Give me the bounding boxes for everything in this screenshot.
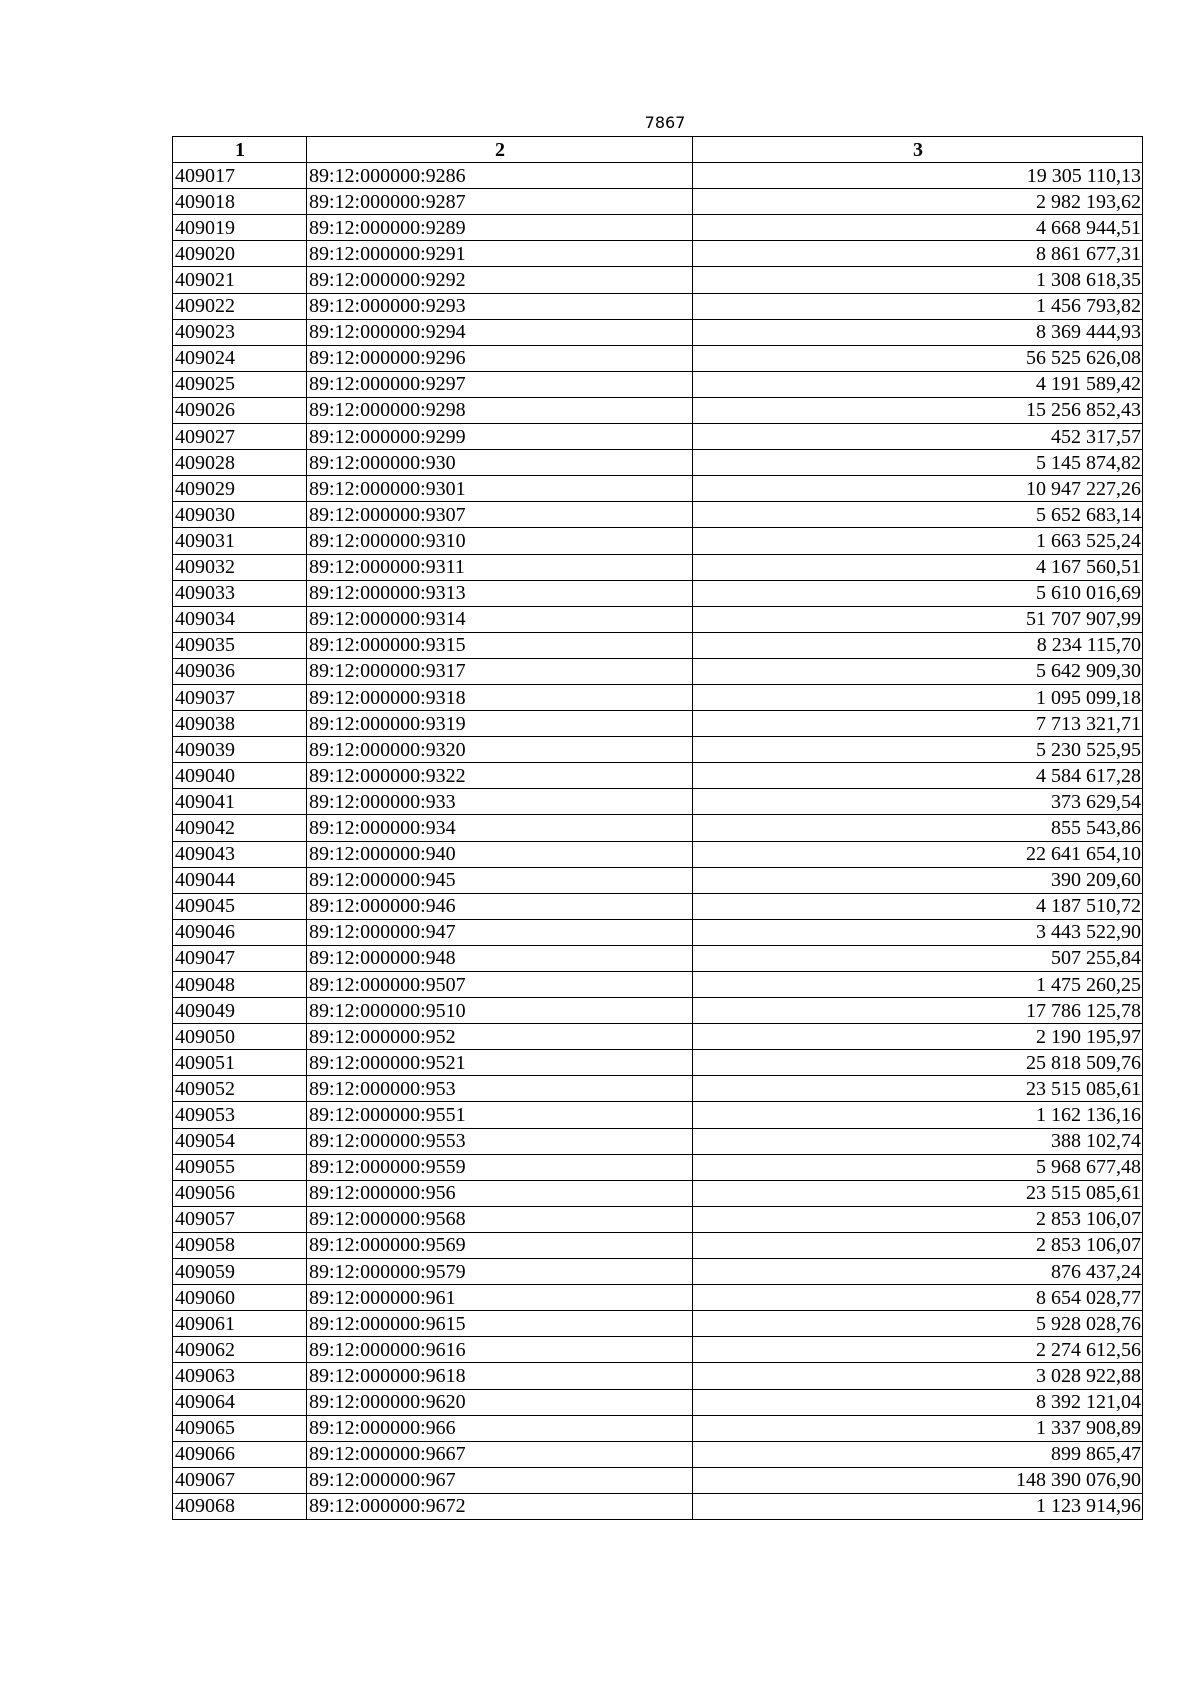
row-number-cell: 409068 [173,1493,307,1519]
cadastral-number-cell: 89:12:000000:940 [307,841,693,867]
value-cell: 5 145 874,82 [693,450,1143,476]
row-number-cell: 409044 [173,867,307,893]
value-cell: 51 707 907,99 [693,606,1143,632]
value-cell: 10 947 227,26 [693,476,1143,502]
value-cell: 23 515 085,61 [693,1180,1143,1206]
cadastral-number-cell: 89:12:000000:9314 [307,606,693,632]
cadastral-number-cell: 89:12:000000:9620 [307,1389,693,1415]
table-row [173,711,1143,737]
table-row [173,1128,1143,1154]
row-number-cell: 409048 [173,972,307,998]
cadastral-number-cell: 89:12:000000:9559 [307,1154,693,1180]
row-number-cell: 409032 [173,554,307,580]
table-row [173,241,1143,267]
cadastral-number-cell: 89:12:000000:948 [307,945,693,971]
table-row [173,1467,1143,1493]
value-cell: 4 167 560,51 [693,554,1143,580]
value-cell: 5 230 525,95 [693,737,1143,763]
value-cell: 8 861 677,31 [693,241,1143,267]
cadastral-number-cell: 89:12:000000:9569 [307,1232,693,1258]
table-row [173,972,1143,998]
table-row [173,319,1143,345]
table-row [173,763,1143,789]
value-cell: 5 652 683,14 [693,502,1143,528]
value-cell: 899 865,47 [693,1441,1143,1467]
cadastral-number-cell: 89:12:000000:9286 [307,163,693,189]
row-number-cell: 409067 [173,1467,307,1493]
value-cell: 25 818 509,76 [693,1050,1143,1076]
value-cell: 4 668 944,51 [693,215,1143,241]
table-row [173,424,1143,450]
cadastral-number-cell: 89:12:000000:9311 [307,554,693,580]
value-cell: 56 525 626,08 [693,345,1143,371]
value-cell: 4 191 589,42 [693,371,1143,397]
value-cell: 17 786 125,78 [693,998,1143,1024]
value-cell: 8 369 444,93 [693,319,1143,345]
row-number-cell: 409037 [173,684,307,710]
table-header [173,137,1143,163]
table-row [173,1441,1143,1467]
cadastral-number-cell: 89:12:000000:9318 [307,684,693,710]
value-cell: 2 853 106,07 [693,1232,1143,1258]
table-row [173,1389,1143,1415]
row-number-cell: 409058 [173,1232,307,1258]
row-number-cell: 409057 [173,1206,307,1232]
value-cell: 5 928 028,76 [693,1311,1143,1337]
cadastral-number-cell: 89:12:000000:967 [307,1467,693,1493]
value-cell: 1 162 136,16 [693,1102,1143,1128]
value-cell: 19 305 110,13 [693,163,1143,189]
table-row [173,658,1143,684]
row-number-cell: 409030 [173,502,307,528]
row-number-cell: 409066 [173,1441,307,1467]
value-cell: 390 209,60 [693,867,1143,893]
table-row [173,1285,1143,1311]
table-row [173,476,1143,502]
table-row [173,998,1143,1024]
value-cell: 1 663 525,24 [693,528,1143,554]
cadastral-number-cell: 89:12:000000:9297 [307,371,693,397]
row-number-cell: 409036 [173,658,307,684]
cadastral-number-cell: 89:12:000000:9291 [307,241,693,267]
cadastral-number-cell: 89:12:000000:9551 [307,1102,693,1128]
table-row [173,1024,1143,1050]
table-row [173,789,1143,815]
table-row [173,528,1143,554]
cadastral-number-cell: 89:12:000000:9294 [307,319,693,345]
row-number-cell: 409060 [173,1285,307,1311]
row-number-cell: 409062 [173,1337,307,1363]
cadastral-number-cell: 89:12:000000:9615 [307,1311,693,1337]
table-row [173,815,1143,841]
value-cell: 4 187 510,72 [693,893,1143,919]
cadastral-number-cell: 89:12:000000:9313 [307,580,693,606]
value-cell: 1 123 914,96 [693,1493,1143,1519]
value-cell: 1 337 908,89 [693,1415,1143,1441]
row-number-cell: 409065 [173,1415,307,1441]
value-cell: 15 256 852,43 [693,397,1143,423]
row-number-cell: 409022 [173,293,307,319]
table-row [173,580,1143,606]
cadastral-number-cell: 89:12:000000:9553 [307,1128,693,1154]
table-row [173,1363,1143,1389]
row-number-cell: 409064 [173,1389,307,1415]
table-body [173,163,1143,1520]
row-number-cell: 409033 [173,580,307,606]
row-number-cell: 409051 [173,1050,307,1076]
row-number-cell: 409024 [173,345,307,371]
table-row [173,1154,1143,1180]
row-number-cell: 409063 [173,1363,307,1389]
value-cell: 388 102,74 [693,1128,1143,1154]
table-row [173,945,1143,971]
value-cell: 1 095 099,18 [693,684,1143,710]
table-row [173,737,1143,763]
cadastral-number-cell: 89:12:000000:9292 [307,267,693,293]
row-number-cell: 409029 [173,476,307,502]
value-cell: 452 317,57 [693,424,1143,450]
header-row [173,137,1143,163]
table-row [173,293,1143,319]
row-number-cell: 409053 [173,1102,307,1128]
table-row [173,450,1143,476]
cadastral-number-cell: 89:12:000000:9616 [307,1337,693,1363]
table-row [173,919,1143,945]
row-number-cell: 409050 [173,1024,307,1050]
table-row [173,397,1143,423]
column-header-2: 2 [307,137,693,163]
cadastral-number-cell: 89:12:000000:9287 [307,189,693,215]
cadastral-number-cell: 89:12:000000:9307 [307,502,693,528]
column-header-3: 3 [693,137,1143,163]
row-number-cell: 409028 [173,450,307,476]
value-cell: 2 274 612,56 [693,1337,1143,1363]
table-row [173,371,1143,397]
row-number-cell: 409059 [173,1259,307,1285]
cadastral-number-cell: 89:12:000000:952 [307,1024,693,1050]
row-number-cell: 409034 [173,606,307,632]
value-cell: 373 629,54 [693,789,1143,815]
value-cell: 1 308 618,35 [693,267,1143,293]
cadastral-number-cell: 89:12:000000:9317 [307,658,693,684]
row-number-cell: 409045 [173,893,307,919]
data-table [172,136,1143,1520]
table-row [173,1206,1143,1232]
row-number-cell: 409018 [173,189,307,215]
table-row [173,1337,1143,1363]
cadastral-number-cell: 89:12:000000:9618 [307,1363,693,1389]
row-number-cell: 409038 [173,711,307,737]
cadastral-number-cell: 89:12:000000:9568 [307,1206,693,1232]
cadastral-number-cell: 89:12:000000:9579 [307,1259,693,1285]
cadastral-number-cell: 89:12:000000:9510 [307,998,693,1024]
table-row [173,1259,1143,1285]
cadastral-number-cell: 89:12:000000:9296 [307,345,693,371]
table-row [173,1311,1143,1337]
table-row [173,684,1143,710]
table-row [173,1232,1143,1258]
row-number-cell: 409056 [173,1180,307,1206]
value-cell: 2 853 106,07 [693,1206,1143,1232]
value-cell: 876 437,24 [693,1259,1143,1285]
row-number-cell: 409061 [173,1311,307,1337]
row-number-cell: 409052 [173,1076,307,1102]
cadastral-number-cell: 89:12:000000:9667 [307,1441,693,1467]
table-row [173,1415,1143,1441]
table-row [173,1493,1143,1519]
table-row [173,893,1143,919]
table-row [173,1076,1143,1102]
value-cell: 2 190 195,97 [693,1024,1143,1050]
row-number-cell: 409020 [173,241,307,267]
value-cell: 8 234 115,70 [693,632,1143,658]
cadastral-number-cell: 89:12:000000:9298 [307,397,693,423]
table-row [173,345,1143,371]
value-cell: 3 443 522,90 [693,919,1143,945]
cadastral-number-cell: 89:12:000000:966 [307,1415,693,1441]
table-row [173,267,1143,293]
cadastral-number-cell: 89:12:000000:9322 [307,763,693,789]
row-number-cell: 409046 [173,919,307,945]
cadastral-number-cell: 89:12:000000:947 [307,919,693,945]
value-cell: 5 610 016,69 [693,580,1143,606]
row-number-cell: 409025 [173,371,307,397]
row-number-cell: 409055 [173,1154,307,1180]
value-cell: 5 968 677,48 [693,1154,1143,1180]
table-row [173,1050,1143,1076]
table-row [173,163,1143,189]
row-number-cell: 409049 [173,998,307,1024]
value-cell: 23 515 085,61 [693,1076,1143,1102]
cadastral-number-cell: 89:12:000000:9319 [307,711,693,737]
value-cell: 855 543,86 [693,815,1143,841]
value-cell: 1 475 260,25 [693,972,1143,998]
cadastral-number-cell: 89:12:000000:9507 [307,972,693,998]
row-number-cell: 409039 [173,737,307,763]
table-row [173,502,1143,528]
cadastral-number-cell: 89:12:000000:945 [307,867,693,893]
value-cell: 22 641 654,10 [693,841,1143,867]
cadastral-number-cell: 89:12:000000:934 [307,815,693,841]
value-cell: 5 642 909,30 [693,658,1143,684]
cadastral-number-cell: 89:12:000000:933 [307,789,693,815]
value-cell: 3 028 922,88 [693,1363,1143,1389]
page-number: 7867 [644,113,686,132]
row-number-cell: 409043 [173,841,307,867]
row-number-cell: 409047 [173,945,307,971]
row-number-cell: 409031 [173,528,307,554]
table-row [173,215,1143,241]
table-row [173,606,1143,632]
value-cell: 4 584 617,28 [693,763,1143,789]
row-number-cell: 409026 [173,397,307,423]
value-cell: 8 392 121,04 [693,1389,1143,1415]
value-cell: 507 255,84 [693,945,1143,971]
column-header-1: 1 [173,137,307,163]
row-number-cell: 409019 [173,215,307,241]
row-number-cell: 409040 [173,763,307,789]
cadastral-number-cell: 89:12:000000:946 [307,893,693,919]
cadastral-number-cell: 89:12:000000:9289 [307,215,693,241]
row-number-cell: 409042 [173,815,307,841]
value-cell: 8 654 028,77 [693,1285,1143,1311]
value-cell: 7 713 321,71 [693,711,1143,737]
row-number-cell: 409023 [173,319,307,345]
table-row [173,1180,1143,1206]
table-row [173,841,1143,867]
cadastral-number-cell: 89:12:000000:953 [307,1076,693,1102]
value-cell: 148 390 076,90 [693,1467,1143,1493]
cadastral-number-cell: 89:12:000000:9310 [307,528,693,554]
row-number-cell: 409021 [173,267,307,293]
cadastral-number-cell: 89:12:000000:9521 [307,1050,693,1076]
table-row [173,554,1143,580]
value-cell: 2 982 193,62 [693,189,1143,215]
table-row [173,1102,1143,1128]
table-row [173,867,1143,893]
cadastral-number-cell: 89:12:000000:9315 [307,632,693,658]
cadastral-number-cell: 89:12:000000:9672 [307,1493,693,1519]
cadastral-number-cell: 89:12:000000:9293 [307,293,693,319]
row-number-cell: 409027 [173,424,307,450]
row-number-cell: 409054 [173,1128,307,1154]
cadastral-number-cell: 89:12:000000:956 [307,1180,693,1206]
cadastral-number-cell: 89:12:000000:9299 [307,424,693,450]
value-cell: 1 456 793,82 [693,293,1143,319]
table-row [173,189,1143,215]
table-row [173,632,1143,658]
cadastral-number-cell: 89:12:000000:9320 [307,737,693,763]
row-number-cell: 409017 [173,163,307,189]
cadastral-number-cell: 89:12:000000:961 [307,1285,693,1311]
row-number-cell: 409035 [173,632,307,658]
cadastral-number-cell: 89:12:000000:9301 [307,476,693,502]
cadastral-number-cell: 89:12:000000:930 [307,450,693,476]
row-number-cell: 409041 [173,789,307,815]
